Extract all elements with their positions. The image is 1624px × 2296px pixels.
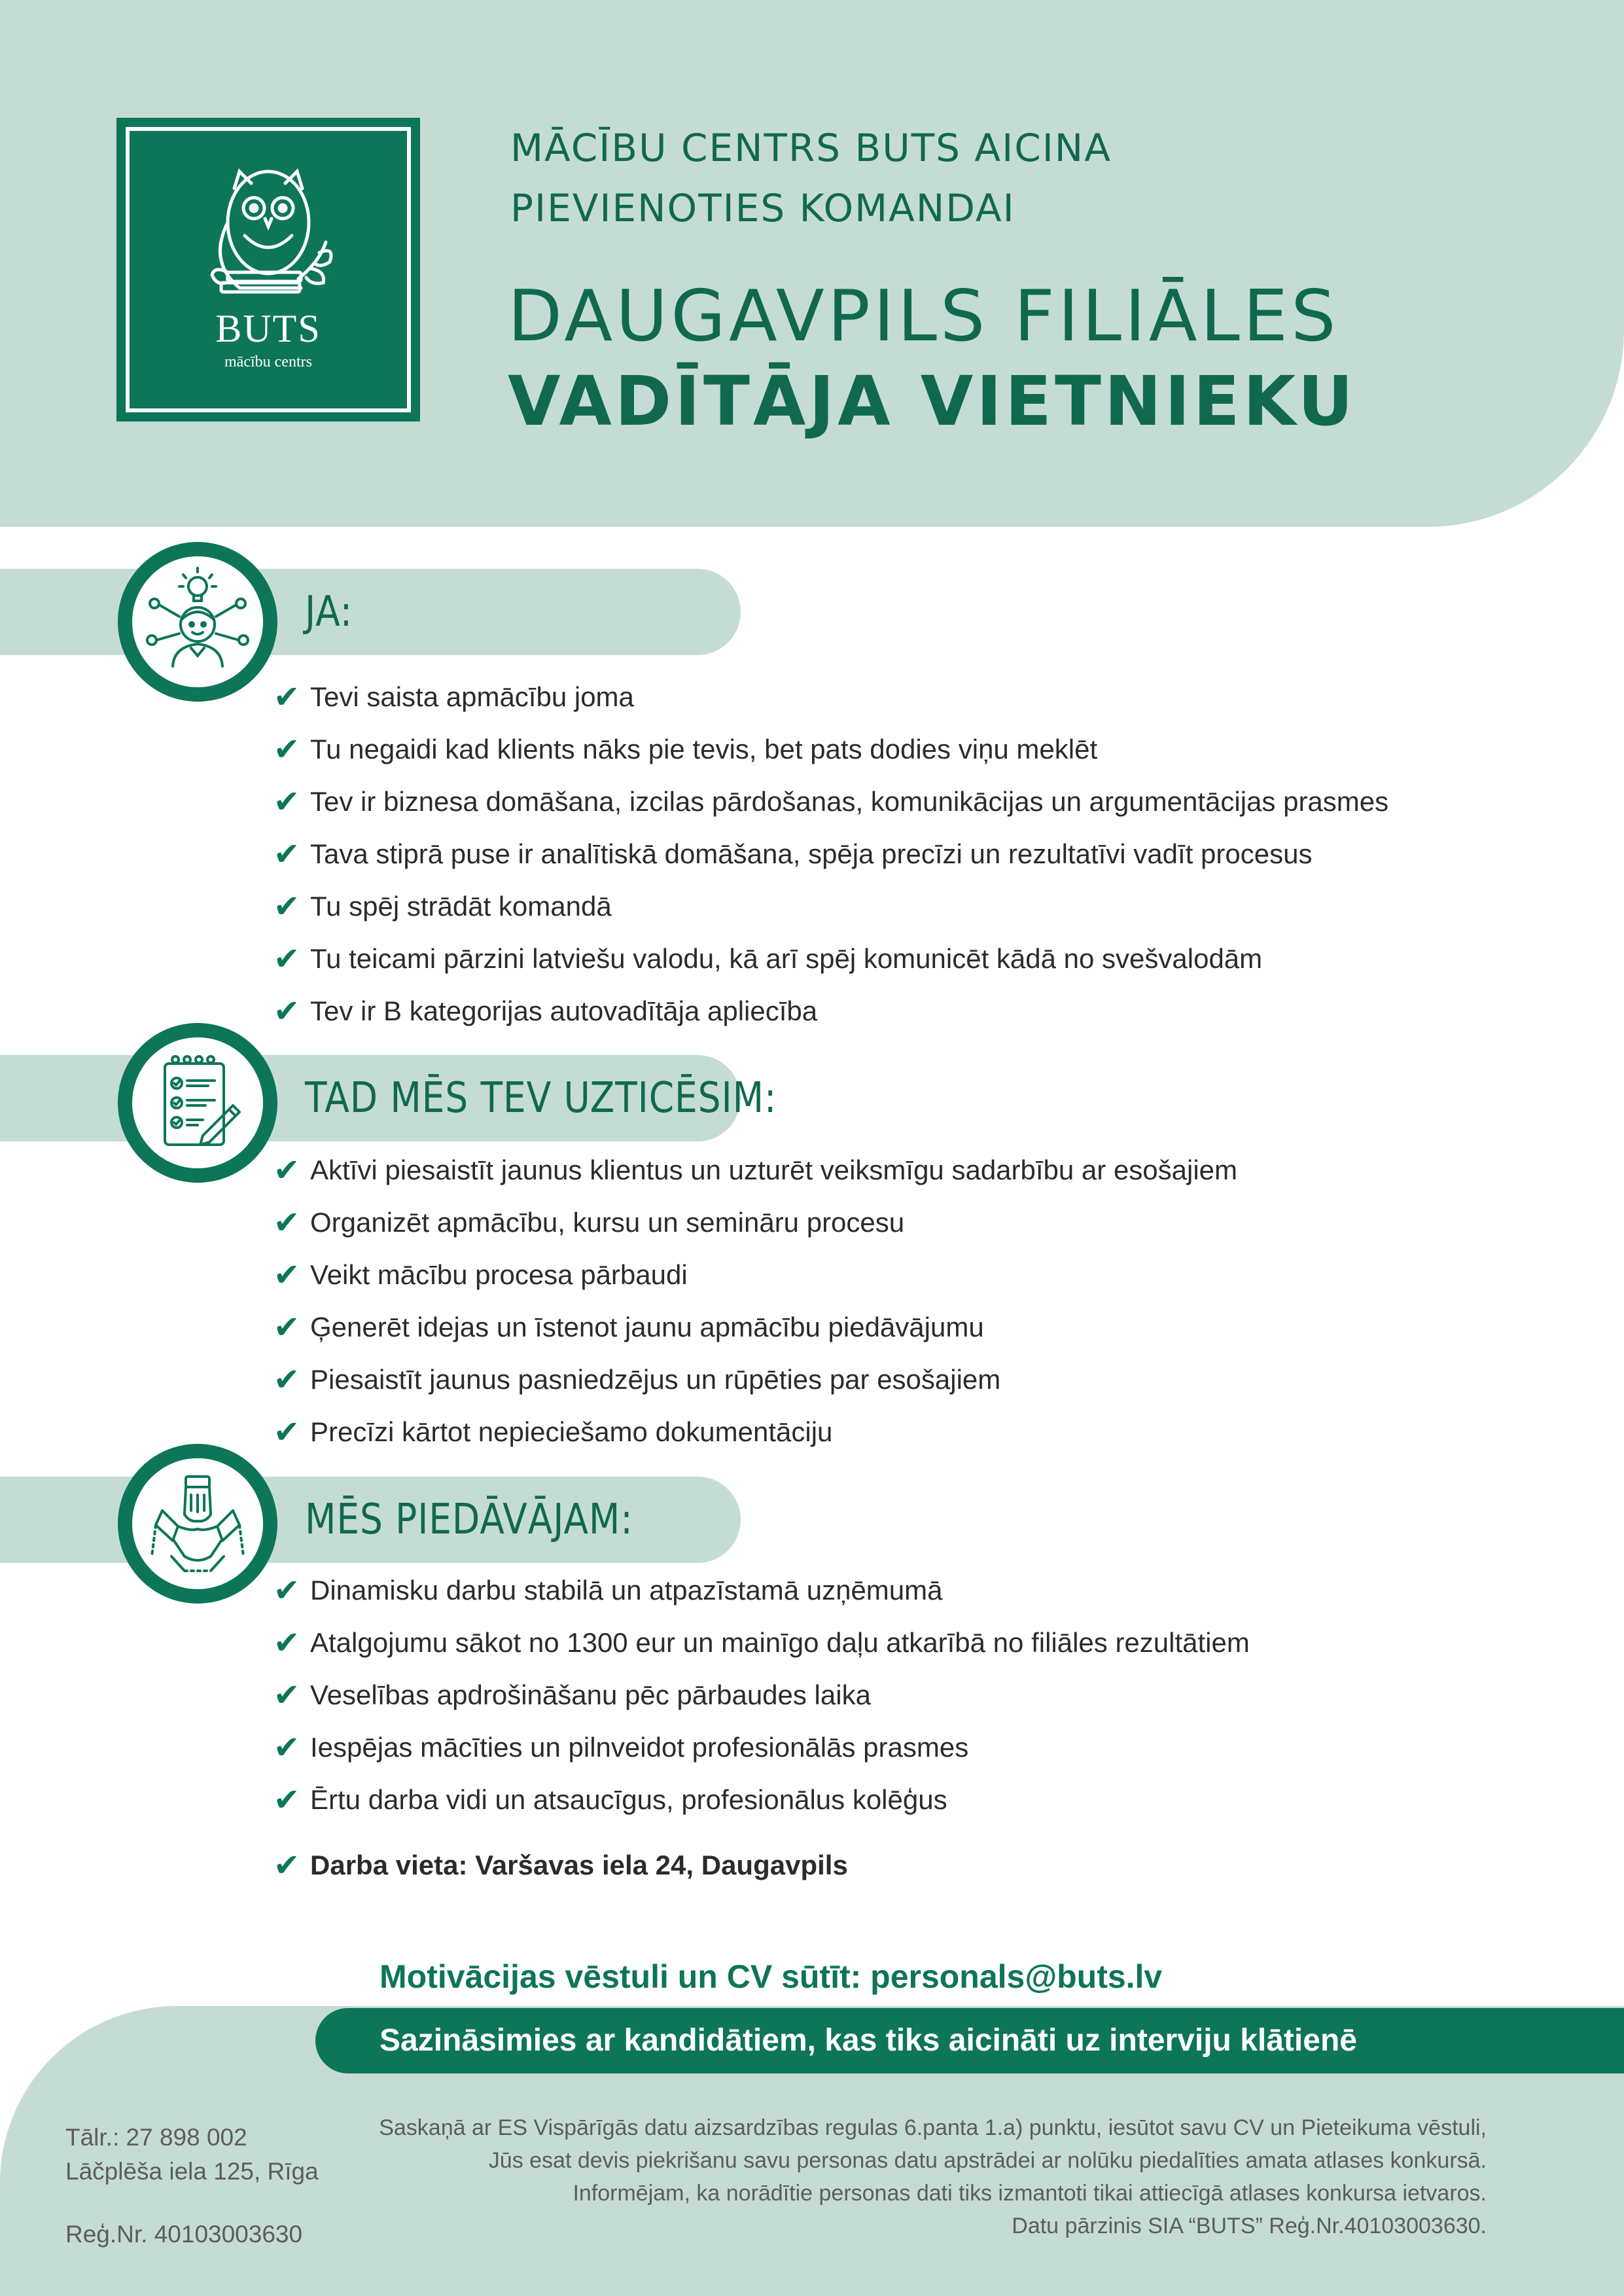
offer-list bbox=[274, 1564, 1250, 1826]
checkmark-icon: ✔ bbox=[274, 1152, 300, 1189]
list-item bbox=[274, 1196, 1237, 1249]
checkmark-icon: ✔ bbox=[274, 888, 300, 925]
list-item-text: Ģenerēt idejas un īstenot jaunu apmācību piedāvājumu bbox=[310, 1312, 984, 1342]
checkmark-icon: ✔ bbox=[274, 1729, 300, 1766]
list-item-text: Tev ir biznesa domāšana, izcilas pārdošanas, komunikācijas un argumentācijas prasmes bbox=[310, 786, 1389, 817]
duties-list bbox=[274, 1144, 1237, 1458]
requirements-list bbox=[274, 671, 1388, 1037]
checkmark-icon: ✔ bbox=[274, 1414, 300, 1450]
list-item-text: Precīzi kārtot nepieciešamo dokumentāciju bbox=[310, 1416, 833, 1447]
section-title-requirements: JA: bbox=[305, 588, 353, 636]
list-item-text: Ērtu darba vidi un atsaucīgus, profesionālus kolēģus bbox=[310, 1784, 947, 1815]
logo-tagline: mācību centrs bbox=[224, 353, 312, 370]
interview-notice: Sazināsimies ar kandidātiem, kas tiks aicināti uz interviju klātienē bbox=[315, 2008, 1624, 2073]
section-header-requirements bbox=[0, 569, 741, 655]
list-item bbox=[274, 1721, 1250, 1774]
list-item-text: Veikt mācību procesa pārbaudi bbox=[310, 1259, 688, 1290]
checkmark-icon: ✔ bbox=[274, 1309, 300, 1346]
section-icon-requirements bbox=[118, 542, 277, 702]
list-item-text: Tava stiprā puse ir analītiskā domāšana, spēja precīzi un rezultatīvi vadīt procesus bbox=[310, 838, 1313, 869]
list-item bbox=[274, 1249, 1237, 1301]
list-item-text: Tu spēj strādāt komandā bbox=[310, 891, 612, 922]
gdpr-notice bbox=[309, 2111, 1487, 2242]
section-title-duties: TAD MĒS TEV UZTICĒSIM: bbox=[305, 1074, 777, 1122]
workplace-list bbox=[274, 1839, 848, 1892]
list-item bbox=[274, 1669, 1250, 1721]
list-item bbox=[274, 776, 1388, 828]
workplace-item bbox=[274, 1839, 848, 1892]
workplace-text: Darba vieta: Varšavas iela 24, Daugavpils bbox=[310, 1850, 848, 1880]
section-icon-duties bbox=[118, 1023, 277, 1183]
list-item-text: Tevi saista apmācību joma bbox=[310, 681, 634, 712]
job-title bbox=[508, 275, 1356, 444]
application-cta: Motivācijas vēstuli un CV sūtīt: personals@buts.lv bbox=[380, 1958, 1163, 1995]
list-item-text: Tu negaidi kad klients nāks pie tevis, bet pats dodies viņu meklēt bbox=[310, 734, 1098, 764]
job-title-line-1: DAUGAVPILS FILIĀLES bbox=[508, 276, 1339, 357]
checkmark-icon: ✔ bbox=[274, 783, 300, 820]
list-item bbox=[274, 1617, 1250, 1669]
checkmark-icon: ✔ bbox=[274, 1782, 300, 1818]
list-item-text: Veselības apdrošināšanu pēc pārbaudes laika bbox=[310, 1679, 871, 1710]
list-item bbox=[274, 880, 1388, 933]
checkmark-icon: ✔ bbox=[274, 1847, 300, 1884]
list-item bbox=[274, 1301, 1237, 1354]
list-item bbox=[274, 723, 1388, 776]
list-item bbox=[274, 985, 1388, 1037]
checkmark-icon: ✔ bbox=[274, 1624, 300, 1661]
checkmark-icon: ✔ bbox=[274, 836, 300, 872]
intro-text bbox=[510, 118, 1112, 238]
gdpr-line: Informējam, ka norādītie personas dati tiks izmantoti tikai attiecīgā atlases konkursa ietvaros. bbox=[573, 2181, 1487, 2206]
intro-line-1: MĀCĪBU CENTRS BUTS AICINA bbox=[510, 126, 1112, 170]
list-item-text: Organizēt apmācību, kursu un semināru procesu bbox=[310, 1207, 905, 1238]
checkmark-icon: ✔ bbox=[274, 1677, 300, 1713]
gdpr-line: Saskaņā ar ES Vispārīgās datu aizsardzības regulas 6.panta 1.a) punktu, iesūtot savu CV un Pieteikuma vēstuli, bbox=[379, 2115, 1487, 2140]
checkmark-icon: ✔ bbox=[274, 1361, 300, 1398]
gdpr-line: Jūs esat devis piekrišanu savu personas datu apstrādei ar nolūku piedalīties amata atlases konkursā. bbox=[488, 2148, 1487, 2173]
list-item bbox=[274, 828, 1388, 880]
checklist-icon bbox=[132, 1037, 263, 1168]
checkmark-icon: ✔ bbox=[274, 1572, 300, 1609]
list-item bbox=[274, 933, 1388, 985]
contact-info bbox=[65, 2121, 319, 2251]
list-item-text: Tev ir B kategorijas autovadītāja apliecība bbox=[310, 996, 818, 1026]
job-title-line-2: VADĪTĀJA VIETNIEKU bbox=[508, 361, 1356, 441]
contact-address: Lāčplēša iela 125, Rīga bbox=[65, 2158, 319, 2185]
contact-phone: Tālr.: 27 898 002 bbox=[65, 2124, 247, 2151]
intro-line-2: PIEVIENOTIES KOMANDAI bbox=[510, 186, 1015, 230]
list-item-text: Iespējas mācīties un pilnveidot profesionālās prasmes bbox=[310, 1732, 969, 1763]
teamwork-hands-icon bbox=[132, 1458, 263, 1589]
section-icon-offer bbox=[118, 1444, 277, 1604]
list-item bbox=[274, 1564, 1250, 1617]
list-item bbox=[274, 1144, 1237, 1196]
contact-reg-number: Reģ.Nr. 40103003630 bbox=[65, 2221, 303, 2248]
checkmark-icon: ✔ bbox=[274, 731, 300, 768]
list-item bbox=[274, 671, 1388, 723]
logo-wordmark: BUTS bbox=[215, 307, 321, 350]
checkmark-icon: ✔ bbox=[274, 993, 300, 1030]
list-item bbox=[274, 1354, 1237, 1406]
checkmark-icon: ✔ bbox=[274, 1204, 300, 1241]
checkmark-icon: ✔ bbox=[274, 1257, 300, 1293]
buts-logo bbox=[116, 118, 420, 422]
list-item-text: Aktīvi piesaistīt jaunus klientus un uzturēt veiksmīgu sadarbību ar esošajiem bbox=[310, 1155, 1238, 1185]
list-item bbox=[274, 1774, 1250, 1826]
checkmark-icon: ✔ bbox=[274, 679, 300, 715]
list-item bbox=[274, 1406, 1237, 1458]
list-item-text: Dinamisku darbu stabilā un atpazīstamā uzņēmumā bbox=[310, 1575, 943, 1605]
list-item-text: Atalgojumu sākot no 1300 eur un mainīgo daļu atkarībā no filiāles rezultātiem bbox=[310, 1627, 1250, 1658]
checkmark-icon: ✔ bbox=[274, 941, 300, 977]
list-item-text: Piesaistīt jaunus pasniedzējus un rūpēties par esošajiem bbox=[310, 1364, 1001, 1395]
gdpr-line: Datu pārzinis SIA “BUTS” Reģ.Nr.40103003630. bbox=[1012, 2214, 1487, 2238]
section-title-offer: MĒS PIEDĀVĀJAM: bbox=[305, 1496, 633, 1544]
list-item-text: Tu teicami pārzini latviešu valodu, kā arī spēj komunicēt kādā no svešvalodām bbox=[310, 943, 1263, 974]
person-idea-icon bbox=[132, 556, 263, 687]
